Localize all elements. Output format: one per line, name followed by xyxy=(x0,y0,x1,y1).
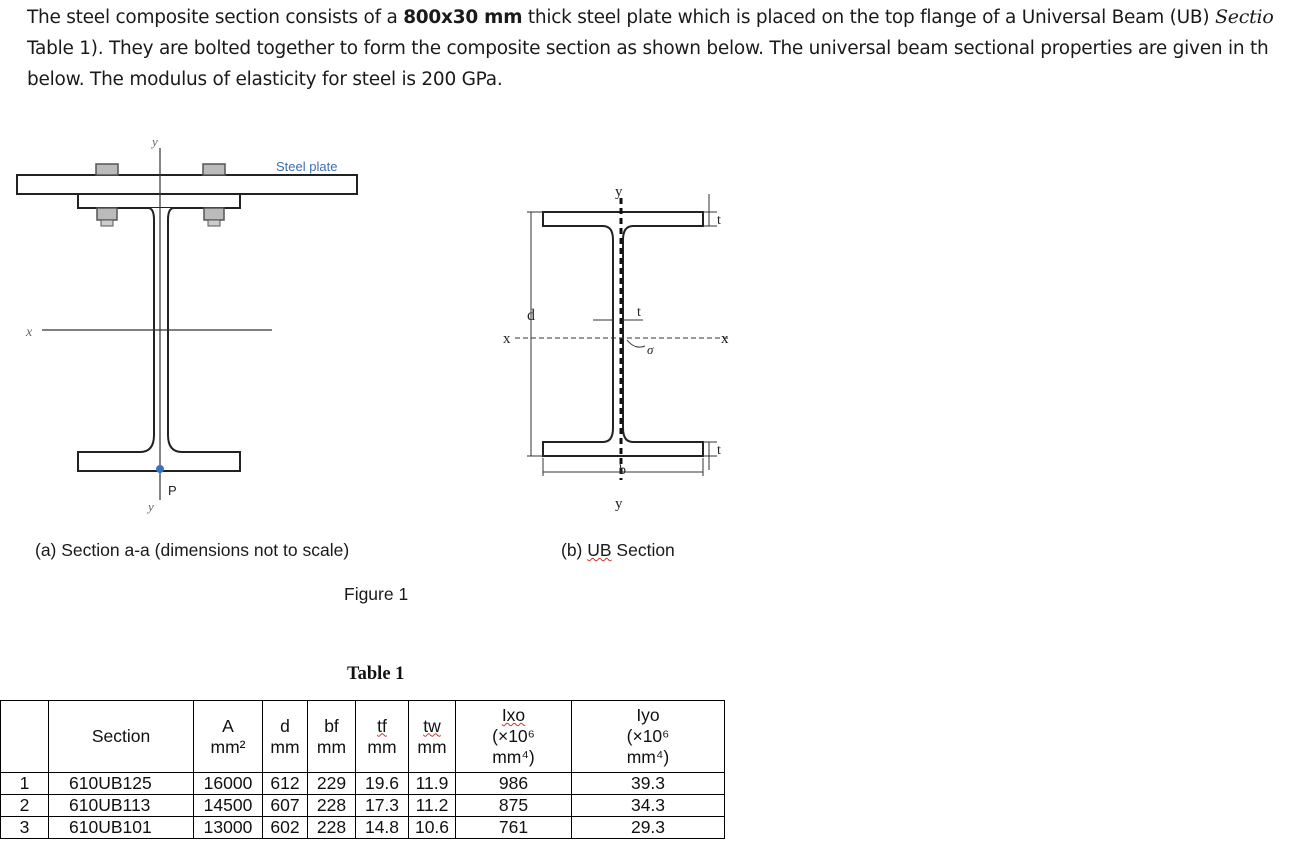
d-label: d xyxy=(527,307,535,324)
row-ixo: 986 xyxy=(456,773,572,795)
row-index: 1 xyxy=(1,773,49,795)
xo-label-right: x xyxy=(721,331,729,347)
row-tf: 14.8 xyxy=(356,817,409,839)
figure-b-ub-section xyxy=(495,180,755,520)
xo-label-left: x xyxy=(503,331,511,347)
table-title: Table 1 xyxy=(347,664,405,684)
math-section: Sectio xyxy=(1214,6,1274,28)
row-index: 3 xyxy=(1,817,49,839)
ub-i-section-outline xyxy=(543,212,703,456)
tf-label-top: t xyxy=(717,213,721,228)
yo-label-bottom: y xyxy=(615,496,623,512)
row-index: 2 xyxy=(1,795,49,817)
intro-line-2: Table 1). They are bolted together to form the composite section as shown below. The universal beam sectional properties are given in th xyxy=(27,38,1269,59)
row-bf: 228 xyxy=(308,795,356,817)
intro-text: The steel composite section consists of a xyxy=(27,7,404,28)
row-a: 13000 xyxy=(194,817,263,839)
steel-plate xyxy=(17,175,357,194)
row-d: 607 xyxy=(263,795,308,817)
header-iyo: Iyo (×10⁶ mm⁴) xyxy=(572,701,725,773)
row-tf: 19.6 xyxy=(356,773,409,795)
y-axis-label-bottom: y xyxy=(148,499,154,514)
row-bf: 229 xyxy=(308,773,356,795)
problem-statement xyxy=(27,2,1293,95)
row-bf: 228 xyxy=(308,817,356,839)
tw-label: t xyxy=(637,305,641,320)
plate-size: 800x30 mm xyxy=(403,7,523,28)
row-section: 610UB101 xyxy=(49,817,194,839)
table-row xyxy=(1,817,725,839)
x-axis-label: x xyxy=(26,325,33,340)
row-iyo: 34.3 xyxy=(572,795,725,817)
table-row xyxy=(1,773,725,795)
bf-label: b xyxy=(619,463,626,478)
intro-text: thick steel plate which is placed on the top flange of a Universal Beam (UB) xyxy=(522,7,1215,28)
row-d: 602 xyxy=(263,817,308,839)
row-tw: 11.2 xyxy=(409,795,456,817)
row-tf: 17.3 xyxy=(356,795,409,817)
header-section: Section xyxy=(49,701,194,773)
top-flange xyxy=(78,194,240,208)
yo-label-top: y xyxy=(615,184,623,200)
row-iyo: 39.3 xyxy=(572,773,725,795)
header-tw: tw mm xyxy=(409,701,456,773)
caption-ub: UB xyxy=(587,540,612,560)
intro-line-1 xyxy=(27,2,1293,33)
row-section: 610UB125 xyxy=(49,773,194,795)
row-tw: 11.9 xyxy=(409,773,456,795)
point-p-marker xyxy=(156,465,164,473)
ub-properties-table xyxy=(0,700,725,839)
ub-web-and-bottom-flange xyxy=(78,208,240,471)
tf-label-bottom: t xyxy=(717,443,721,458)
header-index xyxy=(1,701,49,773)
table-row xyxy=(1,795,725,817)
figure-a-composite-section xyxy=(0,130,420,550)
figure-b-caption xyxy=(561,540,675,561)
header-ixo: Ixo (×10⁶ mm⁴) xyxy=(456,701,572,773)
caption-text: Section xyxy=(611,540,675,560)
row-ixo: 875 xyxy=(456,795,572,817)
caption-text: (b) xyxy=(561,540,588,560)
row-ixo: 761 xyxy=(456,817,572,839)
point-p-label: P xyxy=(168,483,177,498)
row-section: 610UB113 xyxy=(49,795,194,817)
y-axis-label-top: y xyxy=(152,134,158,149)
row-tw: 10.6 xyxy=(409,817,456,839)
steel-plate-label: Steel plate xyxy=(276,159,338,174)
header-tf: tf mm xyxy=(356,701,409,773)
header-d: d mm xyxy=(263,701,308,773)
table-header-row xyxy=(1,701,725,773)
intro-line-3: below. The modulus of elasticity for steel is 200 GPa. xyxy=(27,69,503,90)
header-bf: bf mm xyxy=(308,701,356,773)
centroid-label: σ xyxy=(647,342,654,357)
row-a: 16000 xyxy=(194,773,263,795)
row-a: 14500 xyxy=(194,795,263,817)
figure-a-caption: (a) Section a-a (dimensions not to scale) xyxy=(35,540,350,560)
figure-caption: Figure 1 xyxy=(344,584,409,604)
row-iyo: 29.3 xyxy=(572,817,725,839)
header-a: A mm² xyxy=(194,701,263,773)
row-d: 612 xyxy=(263,773,308,795)
